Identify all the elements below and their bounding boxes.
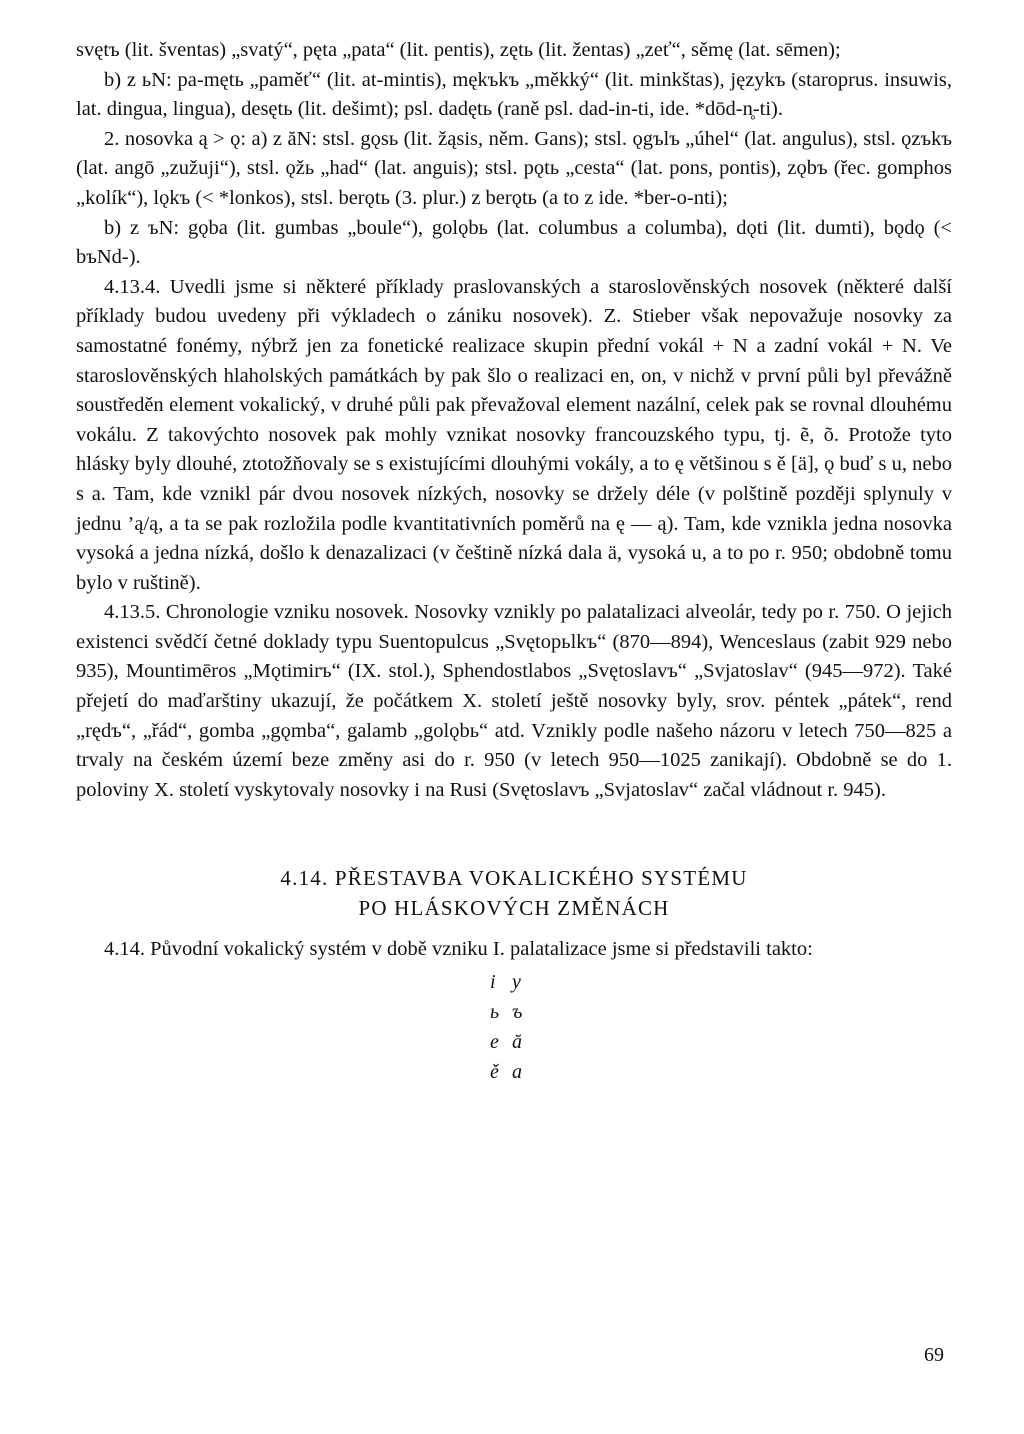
paragraph-6: 4.13.5. Chronologie vzniku nosovek. Nosovky vznikly po palatalizaci alveolár, tedy po r. 750. O jejich existenci svědčí četné doklady typu Suentopulcus „Svętopьlkъ“ (870—894), Wenceslaus (zabit 929 nebo 935), Mountimēros „Mǫtimirъ“ (IX. stol.), Sphendostlabos „Svętoslavъ“ „Svjatoslav“ (945—972). Také přejetí do maďarštiny ukazují, že počátkem X. století ještě nosovky byly, srov. péntek „pátek“, rend „rędъ“, „řád“, gomba „gǫmba“, galamb „golǫbь“ atd. Vznikly podle našeho názoru v letech 750—825 a trvaly na českém území beze změny asi do r. 950 (v letech 950—1025 zanikají). Obdobně se do 1. poloviny X. století vyskytovaly nosovky i na Rusi (Svętoslavъ „Svjatoslav“ začal vládnout r. 945). [76, 601, 952, 801]
vowel-scheme-row [490, 967, 952, 997]
vowel-cell: ě [490, 1061, 499, 1084]
paragraph-5: 4.13.4. Uvedli jsme si některé příklady praslovanských a staroslověnských nosovek (některé další příklady budou uvedeny při výkladech o zániku nosovek). Z. Stieber však nepovažuje nosovky za samostatné fonémy, nýbrž jen za fonetické realizace skupin přední vokál + N a zadní vokál + N. Ve staroslověnských hlaholských památkách by pak šlo o realizaci en, on, v nichž v první půli byl převážně soustředěn element vokalický, v druhé půli pak převažoval element nazální, celek pak se rovnal dlouhému vokálu. Z takovýchto nosovek pak mohly vznikat nosovky francouzského typu, tj. ẽ, õ. Protože tyto hlásky byly dlouhé, ztotožňovaly se s existujícími dlouhými vokály, a to ę většinou s ě [ä], ǫ buď s u, nebo s a. Tam, kde vznikl pár dvou nosovek nízkých, nosovky se držely déle (v polštině později splynuly v jednu ’ą/ą, a ta se pak rozložila podle kvantitativních poměrů na ę — ą). Tam, kde vznikla jedna nosovka vysoká a jedna nízká, došlo k denazalizaci (v češtině nízká dala ä, vysoká u, a to po r. 950; obdobně tomu bylo v ruštině). [76, 275, 952, 594]
vowel-scheme-row [490, 997, 952, 1027]
vowel-cell: ъ [512, 1001, 523, 1024]
section-title-line-2: PO HLÁSKOVÝCH ZMĚNÁCH [358, 896, 670, 921]
vowel-scheme-row [490, 1057, 952, 1087]
page-body [76, 36, 952, 1087]
vowel-cell: e [490, 1031, 499, 1054]
vowel-cell: ь [490, 1001, 500, 1024]
vowel-cell: ă [512, 1031, 522, 1054]
section-heading [76, 863, 952, 923]
page-number: 69 [924, 1344, 944, 1366]
paragraph-1: svętъ (lit. šventas) „svatý“, pęta „pata“ (lit. pentis), zętь (lit. žentas) „zeť“, sěmę (lat. sēmen); [76, 39, 841, 61]
section-number: 4.14. [280, 866, 329, 891]
paragraph-4: b) z ъN: gǫba (lit. gumbas „boule“), golǫbь (lat. columbus a columba), dǫti (lit. dumti), bǫdǫ (< bъNd-). [76, 216, 952, 269]
section-heading-line-1 [76, 863, 952, 893]
vowel-cell: a [512, 1061, 522, 1084]
paragraph-2: b) z ьN: pa-mętь „paměť“ (lit. at-mintis), mękъkъ „měkký“ (lit. minkštas), językъ (staroprus. insuwis, lat. dingua, lingua), desętь (lit. dešimt); psl. dadętь (raně psl. dad-in-ti, ide. *dōd-n̥-ti). [76, 68, 952, 121]
section-title-line-1: PŘESTAVBA VOKALICKÉHO SYSTÉMU [334, 866, 748, 891]
paragraph-3: 2. nosovka ą > ǫ: a) z ăN: stsl. gǫsь (lit. žąsis, něm. Gans); stsl. ǫgъlъ „úhel“ (lat. angulus), stsl. ǫzъkъ (lat. angō „zužuji“), stsl. ǫžь „had“ (lat. anguis); stsl. pǫtь „cesta“ (lat. pons, pontis), zǫbъ (řec. gomphos „kolík“), lǫkъ (< *lonkos), stsl. berǫtь (3. plur.) z berǫtь (a to z ide. *ber-o-nti); [76, 127, 952, 209]
vowel-cell: i [490, 971, 496, 994]
closing-paragraph: 4.14. Původní vokalický systém v době vzniku I. palatalizace jsme si představili takto: [104, 938, 813, 961]
vowel-scheme [490, 967, 952, 1087]
vowel-scheme-row [490, 1027, 952, 1057]
vowel-cell: y [512, 971, 521, 994]
